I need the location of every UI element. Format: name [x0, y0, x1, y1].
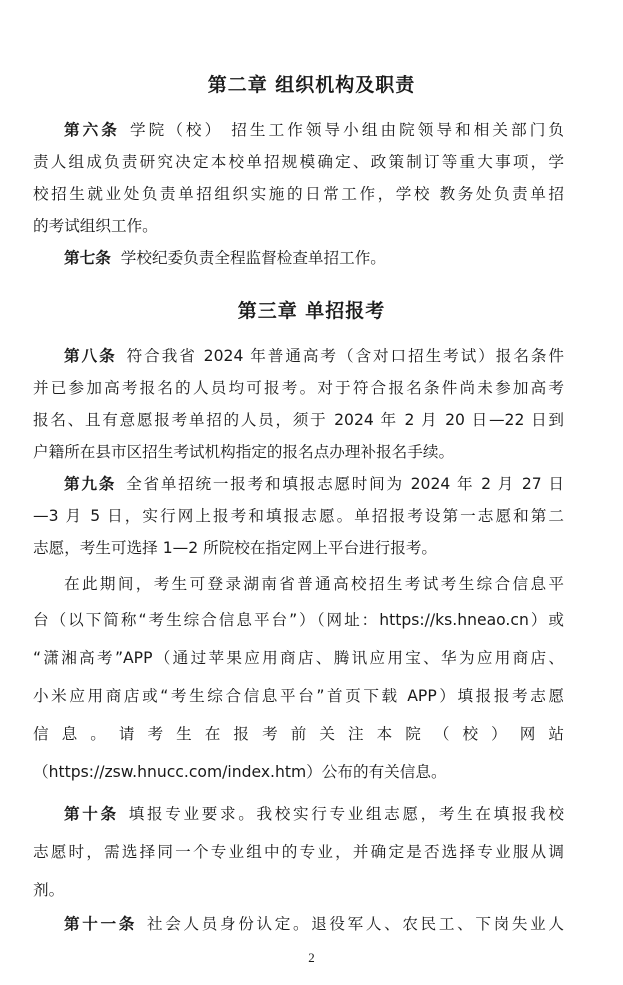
article-11-label: 第十一条 [64, 915, 137, 933]
article-8-line-2: 并已参加高考报名的人员均可报考。对于符合报名条件尚未参加高考 [33, 379, 564, 397]
article-8-line-3: 报名、且有意愿报考单招的人员，须于 2024 年 2 月 20 日—22 日到 [33, 411, 564, 429]
article-8-line-1: 第八条 符合我省 2024 年普通高考（含对口招生考试）报名条件 [64, 347, 564, 365]
article-9-label: 第九条 [64, 475, 117, 493]
article-7-label: 第七条 [64, 249, 111, 267]
article-8-line-4: 户籍所在县市区招生考试机构指定的报名点办理补报名手续。 [33, 443, 455, 461]
article-6-label: 第六条 [64, 121, 120, 139]
chapter-3-title: 第三章 单招报考 [237, 300, 386, 322]
article-6-line-3: 校招生就业处负责单招组织实施的日常工作，学校 教务处负责单招 [33, 185, 564, 203]
article-8-label: 第八条 [64, 347, 117, 365]
article-10-line-3: 剂。 [33, 881, 65, 899]
article-9-line-3: 志愿，考生可选择 1—2 所院校在指定网上平台进行报考。 [33, 539, 438, 557]
registration-para-line-2: 台（以下简称“考生综合信息平台”）（网址：https://ks.hneao.cn）或 [33, 611, 564, 629]
registration-para-line-6: （https://zsw.hnucc.com/index.htm）公布的有关信息。 [33, 763, 447, 781]
page-number: 2 [308, 950, 315, 965]
article-6-line-1: 第六条 学院（校） 招生工作领导小组由院领导和相关部门负 [64, 121, 564, 139]
registration-para-line-3: “潇湘高考”APP（通过苹果应用商店、腾讯应用宝、华为应用商店、 [33, 649, 564, 667]
article-9-line-2: —3 月 5 日，实行网上报考和填报志愿。单招报考设第一志愿和第二 [33, 507, 564, 525]
article-10-label: 第十条 [64, 805, 119, 823]
registration-para-line-1: 在此期间，考生可登录湖南省普通高校招生考试考生综合信息平 [64, 575, 564, 593]
registration-para-line-5: 信 息 。 请 考 生 在 报 考 前 关 注 本 院 （ 校 ） 网 站 [33, 725, 564, 743]
article-6-line-2: 责人组成负责研究决定本校单招规模确定、政策制订等重大事项，学 [33, 153, 564, 171]
article-9-line-1: 第九条 全省单招统一报考和填报志愿时间为 2024 年 2 月 27 日 [64, 475, 564, 493]
article-6-line-4: 的考试组织工作。 [33, 217, 158, 235]
article-10-line-1: 第十条 填报专业要求。我校实行专业组志愿，考生在填报我校 [64, 805, 564, 823]
chapter-2-title: 第二章 组织机构及职责 [207, 74, 416, 96]
article-10-line-2: 志愿时，需选择同一个专业组中的专业，并确定是否选择专业服从调 [33, 843, 564, 861]
article-7-line-1: 第七条 学校纪委负责全程监督检查单招工作。 [64, 249, 386, 267]
registration-para-line-4: 小米应用商店或“考生综合信息平台”首页下载 APP）填报报考志愿 [33, 687, 564, 705]
article-11-line-1: 第十一条 社会人员身份认定。退役军人、农民工、下岗失业人 [64, 915, 564, 933]
